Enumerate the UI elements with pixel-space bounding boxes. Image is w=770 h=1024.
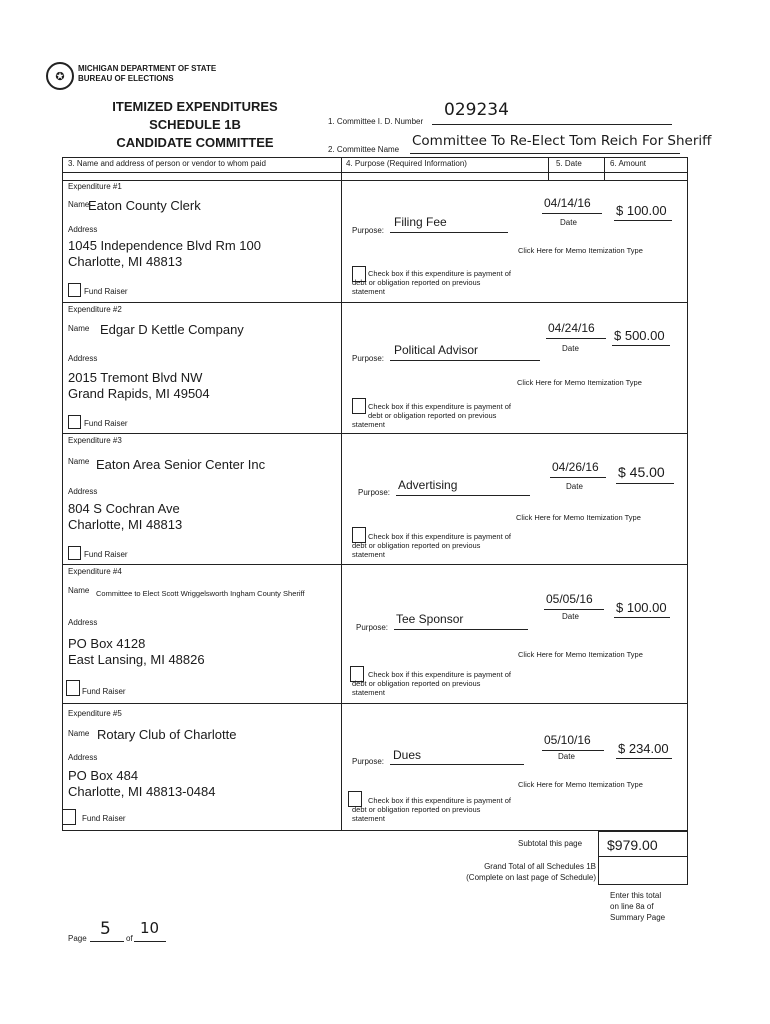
purpose-label: Purpose:	[352, 354, 385, 363]
debt-note: Check box if this expenditure is payment of debt or obligation reported on previous statement	[352, 269, 511, 296]
memo-link[interactable]: Click Here for Memo Itemization Type	[518, 780, 643, 789]
fund-raiser-label: Fund Raiser	[82, 814, 126, 823]
committee-id-label: 1. Committee I. D. Number	[328, 117, 424, 126]
vendor-name: Eaton Area Senior Center Inc	[96, 457, 266, 472]
purpose-field	[394, 611, 528, 630]
expenditure-label: Expenditure #1	[68, 182, 122, 191]
amount-field	[614, 202, 672, 221]
date-value: 04/24/16	[548, 321, 595, 335]
column-divider	[604, 157, 605, 180]
agency-name: MICHIGAN DEPARTMENT OF STATE BUREAU OF ELECTIONS	[78, 64, 217, 83]
date-value: 05/05/16	[546, 592, 593, 606]
column-header-purpose: 4. Purpose (Required Information)	[346, 159, 467, 168]
vendor-address: 2015 Tremont Blvd NW Grand Rapids, MI 49504	[68, 370, 210, 401]
amount-field	[616, 463, 674, 484]
fund-raiser-checkbox[interactable]	[68, 415, 81, 429]
amount-value: $ 234.00	[618, 741, 669, 756]
column-divider	[548, 157, 549, 180]
purpose-value: Tee Sponsor	[396, 612, 464, 626]
address-label: Address	[68, 487, 98, 496]
memo-link[interactable]: Click Here for Memo Itemization Type	[516, 513, 641, 522]
subtotal-box	[598, 831, 688, 857]
schedule-title: ITEMIZED EXPENDITURES SCHEDULE 1B CANDIDATE COMMITTEE	[112, 99, 278, 150]
subtotal-label: Subtotal this page	[518, 839, 583, 848]
debt-note: Check box if this expenditure is payment of debt or obligation reported on previous statement	[352, 402, 511, 429]
page-label: Page	[68, 934, 87, 943]
column-header-name: 3. Name and address of person or vendor to whom paid	[68, 159, 266, 168]
column-header-amount: 6. Amount	[610, 159, 647, 168]
debt-note: Check box if this expenditure is payment of debt or obligation reported on previous statement	[352, 532, 511, 559]
debt-note: Check box if this expenditure is payment of debt or obligation reported on previous statement	[352, 670, 511, 697]
date-field	[544, 591, 604, 610]
vendor-address: 1045 Independence Blvd Rm 100 Charlotte, MI 48813	[68, 238, 261, 269]
expenditure-label: Expenditure #4	[68, 567, 122, 576]
date-value: 04/14/16	[544, 196, 591, 210]
date-label: Date	[566, 482, 583, 491]
date-label: Date	[562, 344, 579, 353]
amount-field	[614, 599, 670, 618]
name-label: Name	[68, 457, 90, 466]
page-current-field	[90, 917, 124, 942]
address-label: Address	[68, 354, 98, 363]
expenditure-label: Expenditure #2	[68, 305, 122, 314]
expenditure-row	[62, 180, 688, 302]
purpose-label: Purpose:	[352, 757, 385, 766]
fund-raiser-checkbox[interactable]	[66, 680, 80, 696]
expenditure-label: Expenditure #3	[68, 436, 122, 445]
committee-id-field	[432, 100, 672, 125]
address-label: Address	[68, 753, 98, 762]
expenditure-label: Expenditure #5	[68, 709, 122, 718]
name-label: Name	[68, 729, 90, 738]
memo-link[interactable]: Click Here for Memo Itemization Type	[518, 246, 643, 255]
date-field	[546, 320, 606, 339]
fund-raiser-checkbox[interactable]	[62, 809, 76, 825]
date-value: 04/26/16	[552, 460, 599, 474]
vendor-address: PO Box 484 Charlotte, MI 48813-0484	[68, 768, 216, 799]
grand-total-box	[598, 857, 688, 885]
name-label: Name	[68, 586, 90, 595]
purpose-field	[390, 214, 508, 233]
vendor-name: Rotary Club of Charlotte	[97, 727, 237, 742]
expenditure-row	[62, 433, 688, 564]
page-total-field	[134, 917, 166, 942]
date-field	[542, 195, 602, 214]
page-total: 10	[140, 919, 160, 937]
amount-field	[612, 327, 670, 346]
purpose-field	[390, 342, 540, 361]
expenditure-row	[62, 302, 688, 433]
fund-raiser-label: Fund Raiser	[84, 550, 128, 559]
purpose-value: Dues	[393, 748, 422, 762]
date-field	[550, 459, 606, 478]
amount-value: $ 100.00	[616, 600, 667, 615]
state-seal-icon: ✪	[46, 62, 74, 90]
vendor-name: Committee to Elect Scott Wriggelsworth Ingham County Sheriff	[96, 589, 305, 598]
grand-total-label: Grand Total of all Schedules 1B (Complete on last page of Schedule)	[466, 862, 596, 882]
vendor-name: Eaton County Clerk	[88, 198, 201, 213]
memo-link[interactable]: Click Here for Memo Itemization Type	[517, 378, 642, 387]
vendor-address: PO Box 4128 East Lansing, MI 48826	[68, 636, 205, 667]
date-label: Date	[558, 752, 575, 761]
name-label: Name	[68, 324, 90, 333]
committee-id-value: 029234	[444, 100, 509, 120]
address-label: Address	[68, 225, 98, 234]
purpose-label: Purpose:	[356, 623, 389, 632]
subtotal-value: $979.00	[607, 837, 658, 853]
vendor-address: 804 S Cochran Ave Charlotte, MI 48813	[68, 501, 183, 532]
summary-instruction: Enter this total on line 8a of Summary Page	[610, 891, 666, 922]
purpose-value: Advertising	[398, 478, 458, 492]
memo-link[interactable]: Click Here for Memo Itemization Type	[518, 650, 643, 659]
expenditure-row	[62, 564, 688, 703]
amount-value: $ 100.00	[616, 203, 667, 218]
fund-raiser-label: Fund Raiser	[82, 687, 126, 696]
date-field	[542, 732, 604, 751]
purpose-field	[390, 747, 524, 765]
purpose-value: Political Advisor	[394, 343, 479, 357]
fund-raiser-checkbox[interactable]	[68, 546, 81, 560]
committee-name-value: Committee To Re-Elect Tom Reich For Sheriff	[412, 133, 712, 149]
committee-name-field	[410, 131, 712, 154]
purpose-field	[396, 477, 530, 496]
fund-raiser-label: Fund Raiser	[84, 419, 128, 428]
debt-note: Check box if this expenditure is payment of debt or obligation reported on previous statement	[352, 796, 511, 823]
of-label: of	[126, 934, 133, 943]
purpose-label: Purpose:	[358, 488, 391, 497]
column-header-date: 5. Date	[556, 159, 582, 168]
date-label: Date	[560, 218, 577, 227]
amount-value: $ 500.00	[614, 328, 665, 343]
fund-raiser-checkbox[interactable]	[68, 283, 81, 297]
address-label: Address	[68, 618, 98, 627]
committee-name-label: 2. Committee Name	[328, 145, 400, 154]
date-value: 05/10/16	[544, 733, 591, 747]
fund-raiser-label: Fund Raiser	[84, 287, 128, 296]
vendor-name: Edgar D Kettle Company	[100, 322, 244, 337]
amount-field	[616, 740, 672, 759]
purpose-label: Purpose:	[352, 226, 385, 235]
date-label: Date	[562, 612, 579, 621]
expenditure-row	[62, 703, 688, 831]
purpose-value: Filing Fee	[394, 215, 447, 229]
page-current: 5	[100, 919, 111, 939]
amount-value: $ 45.00	[618, 464, 665, 480]
name-label: Name	[68, 200, 90, 209]
